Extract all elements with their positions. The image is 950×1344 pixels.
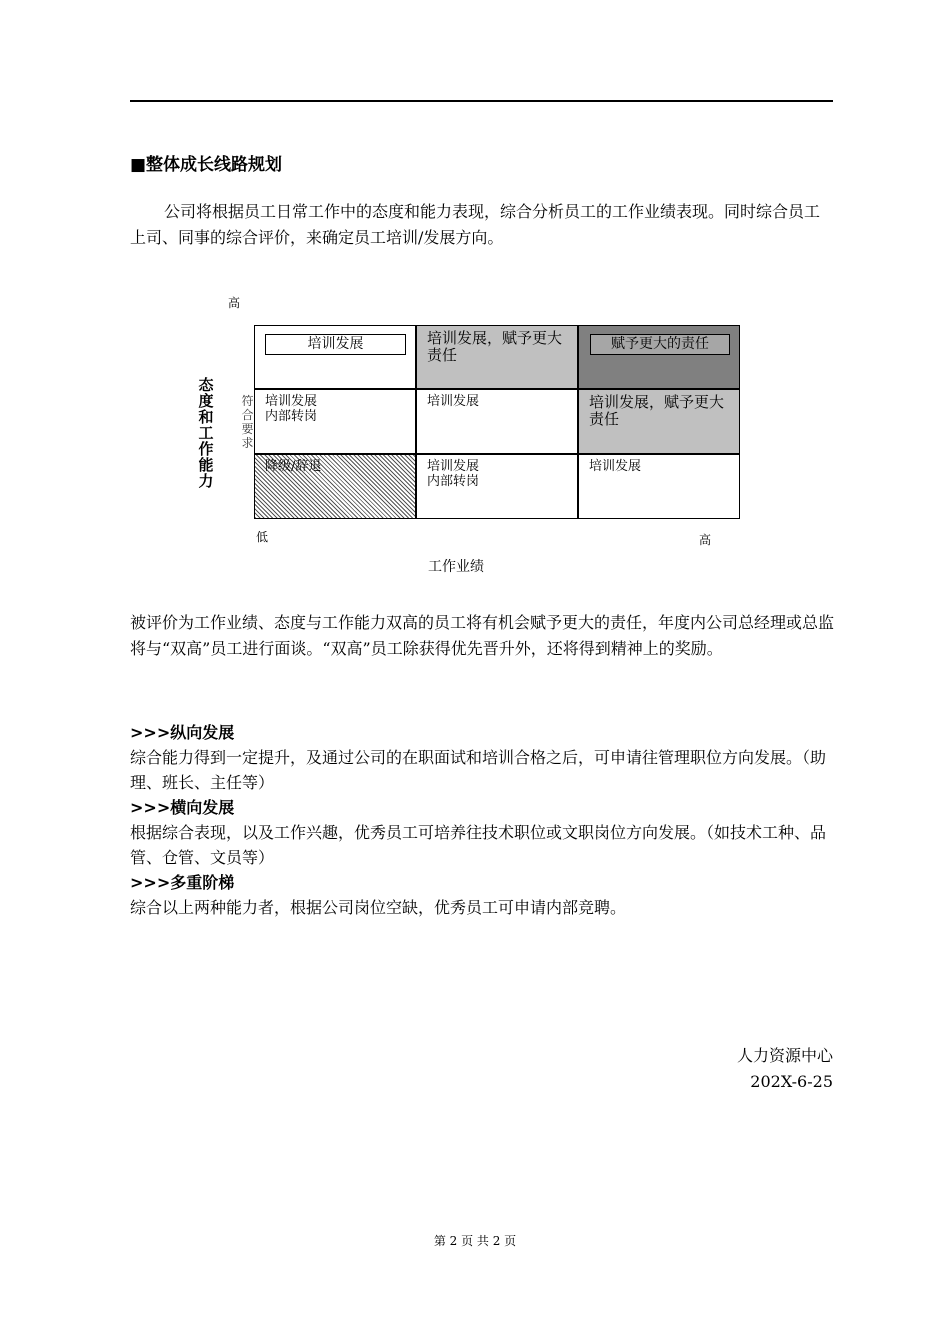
intro-paragraph: 公司将根据员工日常工作中的态度和能力表现，综合分析员工的工作业绩表现。同时综合员工上司、同事的综合评价，来确定员工培训/发展方向。 [130, 202, 821, 247]
path-horizontal [130, 795, 835, 870]
section-title: ■整体成长线路规划 [130, 155, 283, 175]
cell-r1c1-label: 培训发展 [265, 334, 406, 355]
cell-r2c2: 培训发展 [416, 389, 578, 454]
summary-paragraph: 被评价为工作业绩、态度与工作能力双高的员工将有机会赋予更大的责任，年度内公司总经理或总监将与“双高”员工进行面谈。“双高”员工除获得优先晋升外，还将得到精神上的奖励。 [130, 613, 835, 658]
page-footer: 第 2 页 共 2 页 [433, 1234, 517, 1248]
path-multi-ladder [130, 870, 835, 920]
path-text: 根据综合表现，以及工作兴趣，优秀员工可培养往技术职位或文职岗位方向发展。（如技术工种、品管、仓管、文员等） [130, 823, 827, 867]
signature-date: 202X-6-25 [750, 1072, 833, 1091]
cell-r1c3-label: 赋予更大的责任 [590, 334, 730, 355]
path-text: 综合能力得到一定提升，及通过公司的在职面试和培训合格之后，可申请往管理职位方向发展。（助理、班长、主任等） [130, 748, 827, 792]
cell-r1c2: 培训发展，赋予更大责任 [416, 325, 578, 389]
signature-dept: 人力资源中心 [736, 1046, 833, 1065]
cell-r3c1: 降级/辞退 [254, 454, 416, 519]
cell-r3c2: 培训发展 内部转岗 [416, 454, 578, 519]
y-high-label: 高 [228, 296, 241, 310]
cell-r3c3: 培训发展 [578, 454, 740, 519]
x-low-label: 低 [256, 530, 269, 544]
path-vertical [130, 720, 835, 795]
path-heading: >>>纵向发展 [130, 723, 235, 742]
path-heading: >>>横向发展 [130, 798, 235, 817]
y-axis-label: 态度和工作能力 [198, 376, 214, 490]
cell-r2c1: 培训发展 内部转岗 [254, 389, 416, 454]
x-high-label: 高 [699, 533, 712, 547]
y-mid-label: 符合要求 [241, 394, 254, 450]
path-text: 综合以上两种能力者，根据公司岗位空缺，优秀员工可申请内部竞聘。 [130, 898, 627, 917]
header-rule [130, 100, 833, 102]
cell-r2c3: 培训发展，赋予更大责任 [578, 389, 740, 454]
x-axis-label: 工作业绩 [428, 559, 484, 575]
path-heading: >>>多重阶梯 [130, 873, 235, 892]
